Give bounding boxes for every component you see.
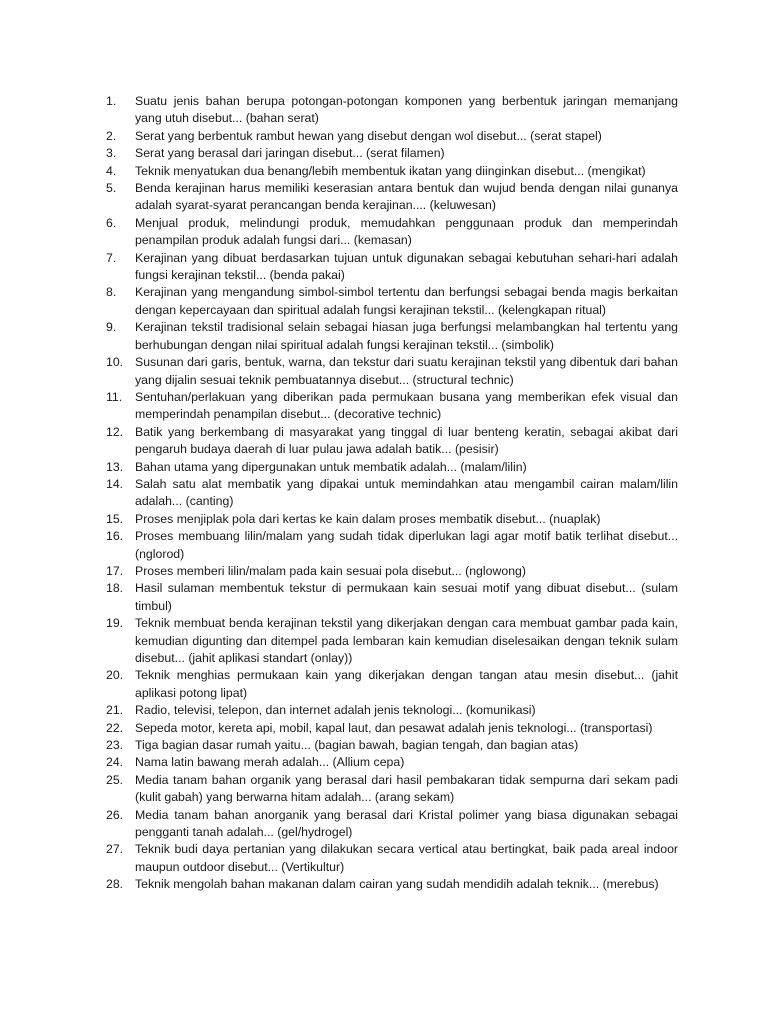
item-number: 12.	[106, 424, 124, 439]
item-text: Teknik mengolah bahan makanan dalam cairan yang sudah mendidih adalah teknik... (merebus)	[135, 877, 659, 892]
list-item	[106, 354, 678, 389]
item-number: 6.	[106, 215, 117, 230]
item-text: Teknik membuat benda kerajinan tekstil yang dikerjakan dengan cara membuat gambar pada kain, kemudian digunting dan ditempel pada lembaran kain kemudian diselesaikan dengan teknik sulam disebut... (jahit aplikasi standart (onlay))	[135, 616, 678, 665]
list-item	[106, 667, 678, 702]
list-item	[106, 841, 678, 876]
item-text: Nama latin bawang merah adalah... (Allium cepa)	[135, 755, 405, 770]
item-number: 8.	[106, 285, 117, 300]
list-item	[106, 250, 678, 285]
item-text: Kerajinan yang dibuat berdasarkan tujuan untuk digunakan sebagai kebutuhan sehari-hari adalah fungsi kerajinan tekstil... (benda pakai)	[135, 250, 678, 283]
list-item	[106, 128, 678, 145]
item-text: Proses membuang lilin/malam yang sudah tidak diperlukan lagi agar motif batik terlihat disebut... (nglorod)	[135, 529, 678, 561]
item-number: 22.	[106, 720, 124, 735]
list-item	[106, 163, 678, 180]
item-text: Benda kerajinan harus memiliki keserasian antara bentuk dan wujud benda dengan nilai gunanya adalah syarat-syarat perancangan benda kerajinan.... (keluwesan)	[135, 181, 678, 213]
list-item	[106, 145, 678, 162]
item-number: 15.	[106, 511, 124, 526]
item-text: Sentuhan/perlakuan yang diberikan pada permukaan busana yang memberikan efek visual dan memperindah penampilan disebut... (decorative technic)	[135, 389, 678, 422]
item-number: 5.	[106, 181, 117, 196]
item-number: 3.	[106, 146, 117, 161]
list-item	[106, 737, 678, 754]
list-item	[106, 180, 678, 215]
item-text: Proses memberi lilin/malam pada kain sesuai pola disebut... (nglowong)	[135, 563, 526, 578]
item-text: Susunan dari garis, bentuk, warna, dan tekstur dari suatu kerajinan tekstil yang dibentuk dari bahan yang dijalin sesuai teknik pembuatannya disebut... (structural technic)	[135, 355, 678, 387]
item-text: Serat yang berasal dari jaringan disebut... (serat filamen)	[135, 146, 445, 161]
item-number: 27.	[106, 842, 124, 857]
list-item	[106, 528, 678, 563]
list-item	[106, 284, 678, 319]
list-item	[106, 511, 678, 528]
item-number: 28.	[106, 877, 124, 892]
item-number: 7.	[106, 250, 117, 265]
question-list	[106, 93, 678, 894]
item-number: 20.	[106, 668, 124, 683]
item-number: 24.	[106, 755, 124, 770]
item-text: Kerajinan tekstil tradisional selain sebagai hiasan juga berfungsi melambangkan hal tertentu yang berhubungan dengan nilai spiritual adalah fungsi kerajinan tekstil... (simbolik)	[135, 320, 678, 352]
item-number: 14.	[106, 476, 124, 491]
item-number: 18.	[106, 581, 124, 596]
item-text: Menjual produk, melindungi produk, memudahkan penggunaan produk dan memperindah penampilan produk adalah fungsi dari... (kemasan)	[135, 215, 678, 248]
item-text: Teknik menyatukan dua benang/lebih membentuk ikatan yang diinginkan disebut... (mengikat)	[135, 163, 646, 178]
list-item	[106, 424, 678, 459]
list-item	[106, 563, 678, 580]
item-text: Suatu jenis bahan berupa potongan-potongan komponen yang berbentuk jaringan memanjang yang utuh disebut... (bahan serat)	[135, 94, 678, 126]
item-text: Kerajinan yang mengandung simbol-simbol tertentu dan berfungsi sebagai benda magis berkaitan dengan kepercayaan dan spiritual adalah fungsi kerajinan tekstil... (kelengkapan ritual)	[135, 285, 678, 317]
item-number: 13.	[106, 459, 124, 474]
item-text: Media tanam bahan anorganik yang berasal dari Kristal polimer yang biasa digunakan sebagai pengganti tanah adalah... (gel/hydrogel)	[135, 807, 678, 840]
list-item	[106, 807, 678, 842]
list-item	[106, 580, 678, 615]
item-number: 11.	[106, 389, 123, 404]
list-item	[106, 720, 678, 737]
list-item	[106, 615, 678, 667]
list-item	[106, 459, 678, 476]
item-text: Sepeda motor, kereta api, mobil, kapal laut, dan pesawat adalah jenis teknologi... (transportasi)	[135, 720, 653, 735]
item-number: 21.	[106, 703, 124, 718]
item-number: 2.	[106, 128, 117, 143]
item-number: 4.	[106, 163, 117, 178]
list-item	[106, 476, 678, 511]
item-text: Serat yang berbentuk rambut hewan yang disebut dengan wol disebut... (serat stapel)	[135, 128, 602, 143]
item-number: 23.	[106, 738, 124, 753]
item-number: 1.	[106, 94, 117, 108]
item-number: 16.	[106, 529, 124, 544]
item-text: Radio, televisi, telepon, dan internet adalah jenis teknologi... (komunikasi)	[135, 703, 536, 718]
item-number: 25.	[106, 772, 124, 787]
item-text: Hasil sulaman membentuk tekstur di permukaan kain sesuai motif yang dibuat disebut... (sulam timbul)	[135, 581, 678, 613]
list-item	[106, 389, 678, 424]
list-item	[106, 702, 678, 719]
item-text: Teknik menghias permukaan kain yang dikerjakan dengan tangan atau mesin disebut... (jahit aplikasi potong lipat)	[135, 668, 678, 700]
item-number: 10.	[106, 355, 124, 370]
list-item	[106, 93, 678, 128]
item-text: Teknik budi daya pertanian yang dilakukan secara vertical atau bertingkat, baik pada areal indoor maupun outdoor disebut... (Vertikultur)	[135, 842, 678, 874]
list-item	[106, 772, 678, 807]
item-number: 9.	[106, 320, 117, 335]
item-text: Media tanam bahan organik yang berasal dari hasil pembakaran tidak sempurna dari sekam padi (kulit gabah) yang berwarna hitam adalah... (arang sekam)	[135, 772, 678, 805]
list-item	[106, 319, 678, 354]
item-text: Tiga bagian dasar rumah yaitu... (bagian bawah, bagian tengah, dan bagian atas)	[135, 738, 579, 753]
list-item	[106, 754, 678, 771]
item-number: 19.	[106, 616, 124, 631]
item-text: Bahan utama yang dipergunakan untuk membatik adalah... (malam/lilin)	[135, 459, 527, 474]
item-number: 26.	[106, 807, 124, 822]
item-text: Batik yang berkembang di masyarakat yang tinggal di luar benteng keratin, sebagai akibat dari pengaruh budaya daerah di luar pulau jawa adalah batik... (pesisir)	[135, 424, 678, 457]
list-item	[106, 876, 678, 893]
list-item	[106, 215, 678, 250]
item-text: Salah satu alat membatik yang dipakai untuk memindahkan atau mengambil cairan malam/lilin adalah... (canting)	[135, 476, 678, 509]
item-number: 17.	[106, 563, 124, 578]
item-text: Proses menjiplak pola dari kertas ke kain dalam proses membatik disebut... (nuaplak)	[135, 511, 601, 526]
